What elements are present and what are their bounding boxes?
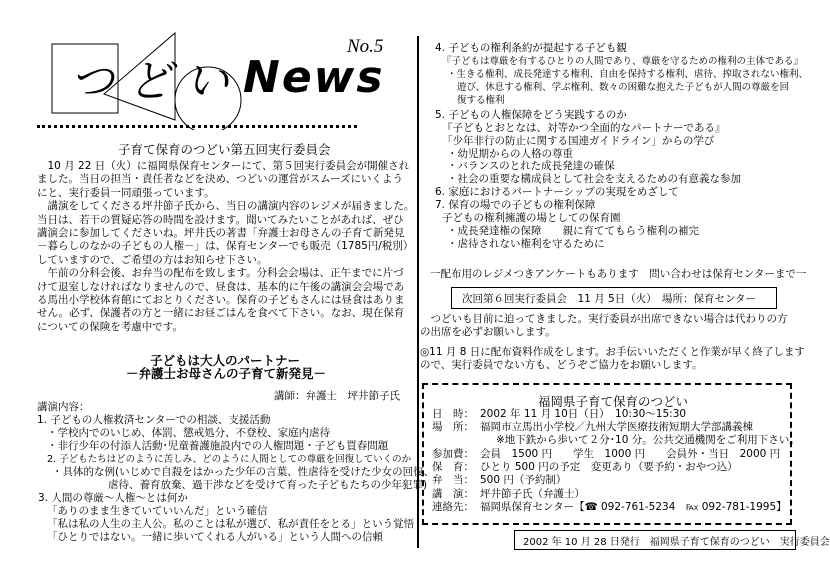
intro-line: 午前の分科会後、お弁当の配布を致します。分科会会場は、正午までに片づ (37, 267, 404, 280)
event-row-label: 参加費： (432, 448, 474, 460)
issue-number: No.5 (347, 36, 384, 57)
lecture-content-line: 5. 子どもの人権保障をどう実践するのか (435, 109, 627, 121)
intro-line: 講演会に参加してくださいね。坪井氏の著書「弁護士お母さんの子育て新発見 (37, 227, 405, 239)
note-line: つどいも目前に迫ってきました。実行委員が出席できない場合は代わりの方 (420, 313, 788, 325)
event-row-value: 坪井節子氏（弁護士） (480, 488, 585, 500)
event-row-label: 連絡先： (432, 501, 474, 513)
lecture-content-line: 復する権利 (457, 95, 505, 106)
note-line: ◎11 月 8 日に配布資料作成をします。お手伝いいただくと作業が早く終了します (420, 346, 805, 358)
footer-box (514, 530, 830, 550)
intro-line: 10 月 22 日（火）に福岡県保育センターにて、第５回実行委員会が開催され (37, 160, 410, 172)
next-meeting-box (451, 287, 777, 309)
lecture-content-line: ・非行少年の付添人活動･児童養護施設内での人権問題・子ども買春問題 (47, 440, 389, 452)
dotted-divider (37, 125, 357, 128)
logo-char: い (185, 56, 229, 107)
talk-title: 子どもは大人のパートナー (150, 353, 301, 368)
lecture-content-line: 「少年非行の防止に関する国連ガイドライン」からの学び (442, 135, 715, 147)
lecture-content-line: 「私は私の人生の主人公。私のことは私が選び、私が責任をとる」という覚悟 (47, 518, 415, 530)
intro-line: －暮らしのなかの子どもの人権－」は、保育センターでも販売（1785円/税別） (37, 240, 414, 253)
lecture-content-line: 『子どもとおとなは、対等かつ全面的なパートナーである』 (442, 122, 726, 134)
lecture-content-line: 遊び、休息する権利、学ぶ権利、数々の困難な抱えた子どもが人間の尊厳を回 (457, 82, 790, 93)
event-row-value: 会員 1500 円 学生 1000 円 会員外・当日 2000 円 (480, 448, 781, 460)
event-row-value: 福岡市立馬出小学校／九州大学医療技術短期大学部講義棟 (480, 421, 753, 433)
lecture-content-line: 7. 保育の場での子どもの権利保障 (435, 199, 596, 211)
lecture-content-line: ・社会の重要な構成員として社会を支えるための有意義な参加 (447, 173, 741, 185)
lecture-content-line: 子どもの権利擁護の場としての保育園 (442, 212, 621, 224)
intro-line: る馬出小学校体育館にておとりください。保育の子どもさんには昼食はありま (37, 294, 405, 306)
next-meeting: 次回第６回実行委員会 11 月 5日（火） 場所：保育センター (462, 293, 757, 305)
intro-line: せん。必ず、保護者の方と一緒にお昼ごはんを食べて下さい。なお、現在保育 (37, 307, 405, 320)
event-row-value: ※地下鉄から歩いて２分･10 分。公共交通機関をご利用下さい。 (496, 434, 800, 446)
page-subtitle: 子育て保育のつどい第五回実行委員会 (118, 142, 331, 157)
event-row-label: 日 時： (432, 408, 474, 420)
lecture-content-line: 「ありのまま生きていていいんだ」という確信 (47, 505, 268, 517)
lecture-content-line: 2. 子どもたちはどのように苦しみ、どのように人間としての尊厳を回復していくのか (47, 454, 412, 465)
event-row-value: ひとり 500 円の予定 変更あり（要予約・おやつ込） (480, 461, 738, 473)
lecture-content-line: 6. 家庭におけるパートナーシップの実現をめざして (435, 186, 679, 198)
lecturer: 講師：弁護士 坪井節子氏 (274, 390, 400, 402)
logo-news: News (243, 52, 385, 103)
lecture-content-line: ・学校内でのいじめ、体罰、懲戒処分、不登校、家庭内虐待 (47, 427, 331, 439)
lecture-content-line: 『子どもは尊厳を有するひとりの人間であり、尊厳を守るための権利の主体である』 (442, 56, 804, 67)
event-row-label: 場 所： (432, 421, 474, 433)
lecture-content-line: 虐待、養育放棄、過干渉などを受けて育った子どもたちの少年犯罪) (108, 479, 428, 491)
lecture-content-line: 1. 子どもの人権救済センターでの相談、支援活動 (37, 414, 271, 426)
event-row-value: 2002 年 11 月 10日（日） 10:30～15:30 (480, 408, 687, 420)
intro-line: していますので、ご希望の方はお知らせ下さい。 (37, 253, 268, 266)
event-row-label: 弁 当： (432, 474, 474, 486)
lecture-content-line: 「ひとりではない。一緒に歩いてくれる人がいる」という人間への信頼 (47, 531, 383, 543)
intro-line: 当日は、若干の質疑応答の時間を設けます。聞いてみたいことがあれば、ぜひ (37, 213, 404, 226)
contents-label: 講演内容： (37, 401, 90, 413)
logo-char: ど (128, 56, 172, 107)
note-line: ので、実行委員でない方も、どうぞご協力をお願いします。 (420, 359, 703, 371)
event-row-label: 講 演： (432, 488, 474, 500)
lecture-content-line: ・生きる権利、成長発達する権利、自由を保持する権利、虐待、搾取されない権利、 (447, 69, 809, 80)
event-title: 福岡県子育て保育のつどい (538, 394, 689, 409)
lecture-content-line: 4. 子どもの権利条約が提起する子ども観 (435, 42, 627, 54)
logo-char: つ (70, 56, 114, 107)
intro-line: けて退室しなければなりませんので、昼食は、基本的に午後の講演会会場であ (37, 280, 405, 293)
note-line: の出席を必ずお願いします。 (420, 326, 556, 338)
survey-note: 一配布用のレジメつきアンケートもあります 問い合わせは保育センターまで一 (430, 268, 807, 280)
publication-footer: 2002 年 10 月 28 日発行 福岡県子育て保育のつどい 実行委員会 (523, 537, 830, 548)
lecture-content-line: ・成長発達権の保障 親に育ててもらう権利の補完 (447, 225, 699, 237)
intro-line: 講演をしてくださる坪井節子氏から、当日の講演内容のレジメが届きました。 (37, 200, 415, 213)
intro-line: ました。当日の担当・責任者などを決め、つどいの運営がスムーズにいくよう (37, 173, 404, 186)
lecture-content-line: ・幼児期からの人格の尊重 (447, 148, 573, 160)
talk-subtitle: －弁護士お母さんの子育て新発見－ (126, 366, 327, 381)
lecture-content-line: ・バランスのとれた成長発達の確保 (447, 160, 615, 172)
event-row-label: 保 育： (432, 461, 474, 473)
intro-line: についての保険を考慮中です。 (37, 320, 183, 333)
event-row-value: 福岡県保育センター【☎ 092-761-5234 ℻ 092-781-1995】 (480, 501, 787, 513)
lecture-content-line: 3. 人間の尊厳～人権～とは何か (38, 492, 188, 504)
lecture-content-line: ・虐待されない権利を守るために (447, 238, 605, 250)
event-row-value: 500 円（予約制） (480, 474, 567, 486)
lecture-content-line: ・具体的な例(いじめで自殺をはかった少年の言葉、性虐待を受けた少女の回復、 (52, 466, 435, 478)
intro-line: にと、実行委員一同頑張っています。 (37, 186, 215, 199)
